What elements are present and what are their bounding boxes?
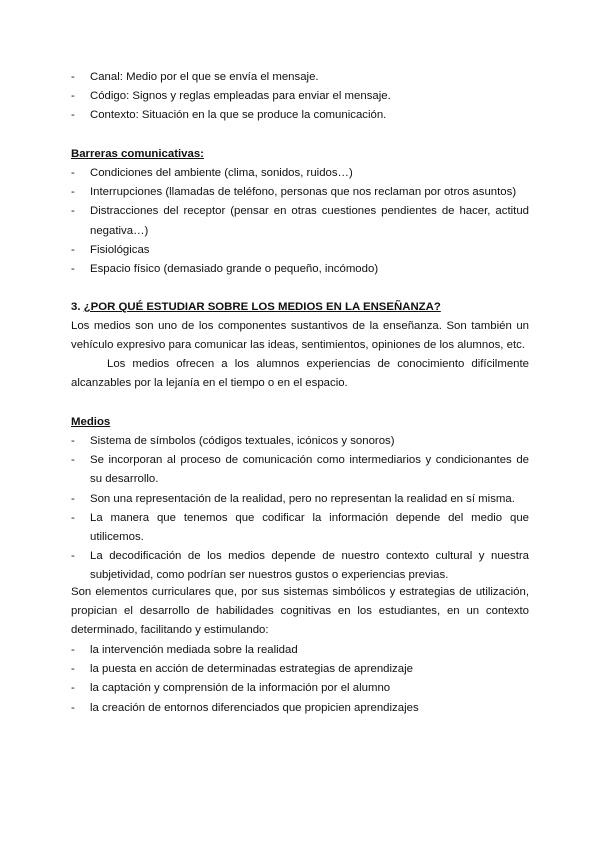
list-dash: - <box>71 71 75 83</box>
list-item-text: la creación de entornos diferenciados que propicien aprendizajes <box>90 701 419 714</box>
list-dash: - <box>71 109 75 122</box>
list-item-text: La decodificación de los medios depende de nuestro contexto cultural y nuestra subjetividad, como podrían ser nuestros gustos o experiencias previas. <box>90 550 529 582</box>
list-item <box>71 547 529 585</box>
section-3-title <box>71 298 441 317</box>
list-dash: - <box>71 492 75 505</box>
list-item <box>71 68 529 87</box>
list-dash: - <box>71 550 75 563</box>
curriculares-list <box>71 641 529 718</box>
list-item <box>71 87 529 106</box>
list-item-text: Código: Signos y reglas empleadas para enviar el mensaje. <box>90 90 391 103</box>
barreras-list <box>71 164 529 279</box>
section-3-paragraph-2: Los medios ofrecen a los alumnos experiencias de conocimiento difícilmente alcanzables por la lejanía en el tiempo o en el espacio. <box>71 358 529 390</box>
curriculares-paragraph: Son elementos curriculares que, por sus sistemas simbólicos y estrategias de utilización, propician el desarrollo de habilidades cognitivas en los estudiantes, en un contexto determinado, facilitando y estimulando: <box>71 586 529 637</box>
list-dash: - <box>71 435 75 447</box>
medios-heading: Medios <box>71 416 111 428</box>
section-3-paragraph-1: Los medios son uno de los componentes sustantivos de la enseñanza. Son también un vehículo expresivo para comunicar las ideas, sentimientos, opiniones de los alumnos, etc. <box>71 320 529 352</box>
section-number: 3. <box>71 301 81 313</box>
list-item <box>71 509 529 547</box>
list-item <box>71 641 529 660</box>
list-item-text: Distracciones del receptor (pensar en otras cuestiones pendientes de hacer, actitud negativa…) <box>90 205 529 237</box>
intro-list <box>71 68 529 126</box>
list-dash: - <box>71 682 75 695</box>
list-dash: - <box>71 644 75 656</box>
list-dash: - <box>71 511 75 524</box>
list-item <box>71 699 529 718</box>
list-item <box>71 679 529 698</box>
list-dash: - <box>71 205 75 218</box>
list-dash: - <box>71 663 75 676</box>
list-item-text: Fisiológicas <box>90 243 150 256</box>
list-item <box>71 106 529 125</box>
list-dash: - <box>71 90 75 103</box>
list-item-text: la intervención mediada sobre la realidad <box>90 644 298 656</box>
list-dash: - <box>71 186 75 199</box>
barreras-heading: Barreras comunicativas: <box>71 148 204 160</box>
list-dash: - <box>71 243 75 256</box>
list-item-text: la puesta en acción de determinadas estrategias de aprendizaje <box>90 663 413 676</box>
list-item <box>71 164 529 183</box>
list-dash: - <box>71 167 75 179</box>
list-item-text: Interrupciones (llamadas de teléfono, personas que nos reclaman por otros asuntos) <box>90 186 517 199</box>
list-item <box>71 432 529 451</box>
list-item-text: Se incorporan al proceso de comunicación como intermediarios y condicionantes de su desarrollo. <box>90 454 529 486</box>
list-item <box>71 451 529 489</box>
list-dash: - <box>71 701 75 714</box>
section-title-text: ¿POR QUÉ ESTUDIAR SOBRE LOS MEDIOS EN LA ENSEÑANZA? <box>83 301 441 313</box>
list-item <box>71 490 529 509</box>
list-item <box>71 260 529 279</box>
list-item-text: la captación y comprensión de la información por el alumno <box>90 682 391 695</box>
list-item-text: La manera que tenemos que codificar la información depende del medio que utilicemos. <box>90 511 529 544</box>
list-item-text: Canal: Medio por el que se envía el mensaje. <box>90 71 319 83</box>
list-item-text: Contexto: Situación en la que se produce la comunicación. <box>90 109 387 122</box>
list-item-text: Espacio físico (demasiado grande o pequeño, incómodo) <box>90 263 379 276</box>
list-item <box>71 202 529 240</box>
list-item <box>71 183 529 202</box>
list-dash: - <box>71 454 75 467</box>
list-item-text: Sistema de símbolos (códigos textuales, icónicos y sonoros) <box>90 435 395 447</box>
list-item <box>71 241 529 260</box>
list-item <box>71 660 529 679</box>
list-dash: - <box>71 263 75 276</box>
medios-list <box>71 432 529 586</box>
list-item-text: Son una representación de la realidad, pero no representan la realidad en sí misma. <box>90 492 515 505</box>
list-item-text: Condiciones del ambiente (clima, sonidos, ruidos…) <box>90 167 353 179</box>
